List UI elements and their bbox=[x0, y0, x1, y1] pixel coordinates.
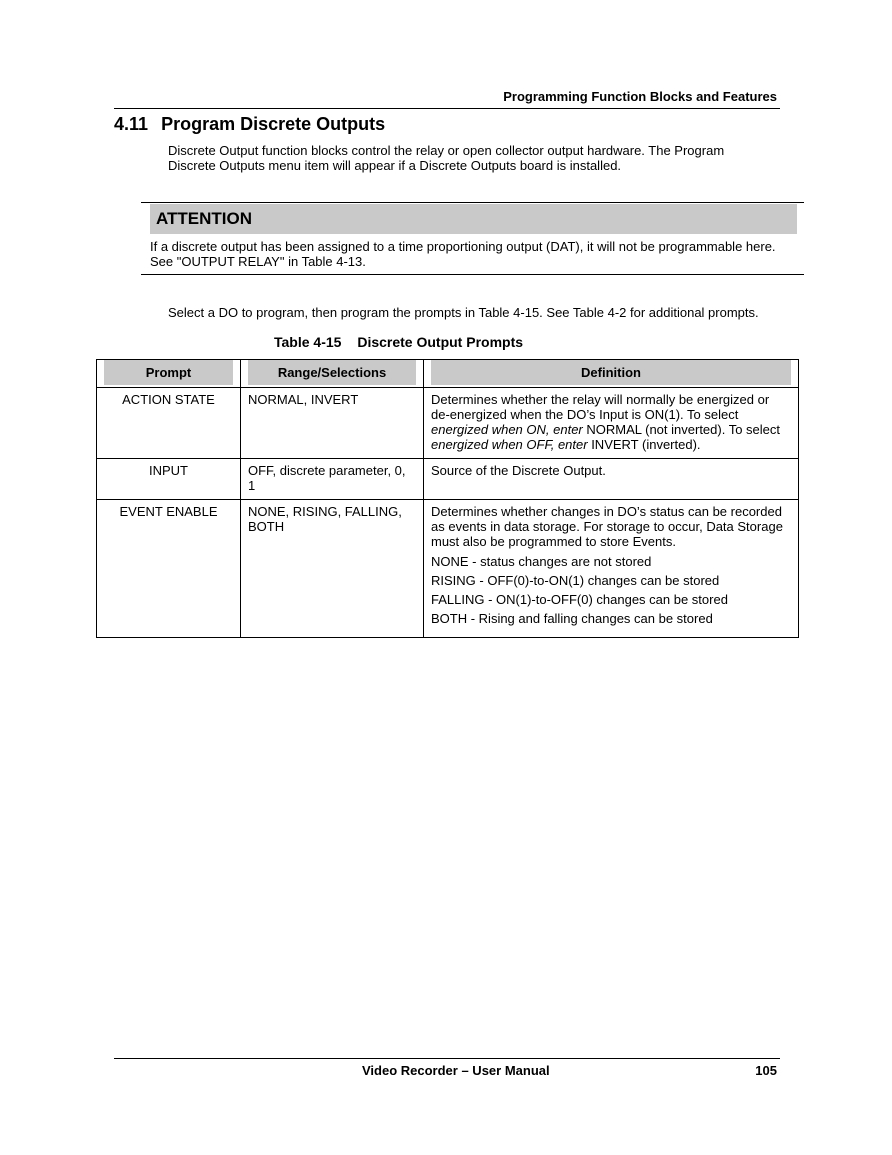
page-number: 105 bbox=[755, 1063, 777, 1078]
section-title bbox=[114, 114, 385, 135]
definition-emphasis: energized when ON, enter bbox=[431, 422, 583, 437]
table-header-row bbox=[97, 360, 799, 388]
attention-body: If a discrete output has been assigned to a time proportioning output (DAT), it will not be programmable here. See "OUTPUT RELAY" in Table 4-13. bbox=[150, 239, 776, 269]
definition-option-line: BOTH - Rising and falling changes can be stored bbox=[431, 611, 713, 626]
attention-title: ATTENTION bbox=[156, 209, 253, 228]
attention-top-rule bbox=[141, 202, 804, 203]
definition-text: INVERT (inverted). bbox=[587, 437, 701, 452]
definition-option-line: NONE - status changes are not stored bbox=[431, 554, 652, 569]
footer-title: Video Recorder – User Manual bbox=[362, 1063, 550, 1078]
table-caption bbox=[274, 334, 523, 350]
table-caption-number: Table 4-15 bbox=[274, 334, 342, 350]
definition-cell: Source of the Discrete Output. bbox=[424, 459, 799, 500]
definition-option-line: FALLING - ON(1)-to-OFF(0) changes can be stored bbox=[431, 592, 728, 607]
column-header-label: Range/Selections bbox=[248, 360, 416, 385]
prompt-cell: INPUT bbox=[97, 459, 241, 500]
column-header-prompt bbox=[97, 360, 241, 388]
definition-cell bbox=[424, 388, 799, 459]
table-row bbox=[97, 388, 799, 459]
discrete-output-prompts-table bbox=[96, 359, 799, 638]
section-title-text: Program Discrete Outputs bbox=[161, 114, 386, 134]
intro-paragraph: Discrete Output function blocks control the relay or open collector output hardware. The Program Discrete Outputs menu item will appear if a Discrete Outputs board is installed. bbox=[168, 143, 725, 173]
table-row bbox=[97, 500, 799, 638]
table-row bbox=[97, 459, 799, 500]
header-rule bbox=[114, 108, 780, 109]
running-header: Programming Function Blocks and Features bbox=[503, 89, 777, 104]
definition-text: Determines whether the relay will normally be energized or de-energized when the DO’s Input is ON(1). To select bbox=[431, 392, 770, 422]
select-instructions: Select a DO to program, then program the prompts in Table 4-15. See Table 4-2 for additional prompts. bbox=[168, 305, 759, 320]
column-header-definition bbox=[424, 360, 799, 388]
definition-cell bbox=[424, 500, 799, 638]
range-cell: NONE, RISING, FALLING, BOTH bbox=[241, 500, 424, 638]
attention-bottom-rule bbox=[141, 274, 804, 275]
range-cell: OFF, discrete parameter, 0, 1 bbox=[241, 459, 424, 500]
definition-emphasis: energized when OFF, enter bbox=[431, 437, 588, 452]
prompt-cell: EVENT ENABLE bbox=[97, 500, 241, 638]
prompt-cell: ACTION STATE bbox=[97, 388, 241, 459]
column-header-label: Definition bbox=[431, 360, 791, 385]
definition-text: NORMAL (not inverted). To select bbox=[582, 422, 781, 437]
table-caption-title: Discrete Output Prompts bbox=[357, 334, 524, 350]
definition-option-line: RISING - OFF(0)-to-ON(1) changes can be stored bbox=[431, 573, 720, 588]
column-header-range bbox=[241, 360, 424, 388]
definition-text: Determines whether changes in DO’s status can be recorded as events in data storage. For storage to occur, Data Storage must also be programmed to store Events. bbox=[431, 504, 783, 549]
section-number: 4.11 bbox=[114, 114, 149, 134]
range-cell: NORMAL, INVERT bbox=[241, 388, 424, 459]
column-header-label: Prompt bbox=[104, 360, 233, 385]
footer-rule bbox=[114, 1058, 780, 1059]
